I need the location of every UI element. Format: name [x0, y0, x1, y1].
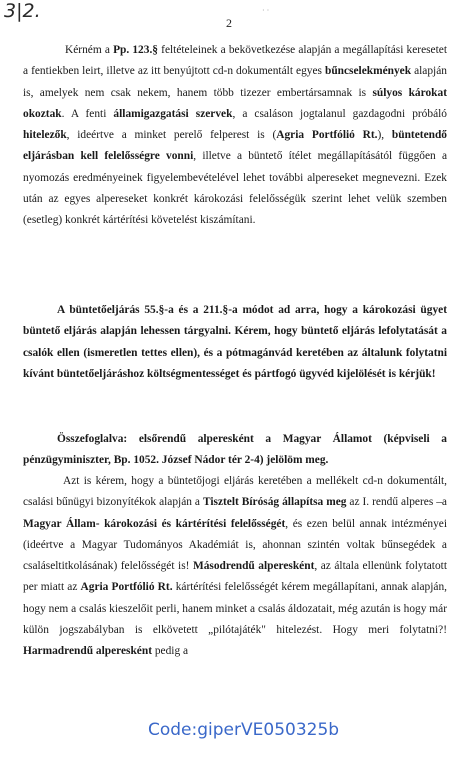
text-run: ), — [377, 129, 392, 142]
paragraph-buntetoeljaras — [23, 300, 447, 385]
text-run: Agria Portfólió Rt. — [276, 129, 378, 142]
text-run: A büntetőeljárás 55.§-a és a 211.§-a módot ad arra, hogy a károkozási ügyet büntető eljárás alapján lehessen tárgyalni. Kérem, hogy büntető eljárás lefolytatását a csalók ellen (ismeretlen tettes ellen), és a pótmagánvád keretében az általunk folytatni kívánt büntetőeljáráshoz költségmentességet és pártfogó ügyvéd kijelölését is kérjük! — [23, 304, 447, 380]
text-run: Tisztelt Bíróság állapítsa meg — [202, 496, 347, 509]
text-run: Másodrendű alperesként — [192, 560, 315, 573]
text-run: Összefoglalva: elsőrendű alperesként a Magyar Államot (képviseli a pénzügyminiszter, Bp. 1052. József Nádor tér 2-4) jelölöm meg. — [23, 433, 447, 467]
text-run: alapján is, amelyek nem csak nekem, hanem több tizezer embertársamnak is — [23, 65, 447, 99]
text-run: Azt is kérem, hogy a büntetőjogi eljárás keretében a mellékelt cd-n dokumentált, csalási bűnügyi bizonyítékok alapján a — [23, 475, 447, 509]
paragraph-osszefoglalva — [23, 429, 447, 472]
text-run: az I. rendű alperes –a — [346, 496, 447, 509]
text-run: , illetve a büntető ítélet megállapításától függően a nyomozás eredményeinek figyelembevételével lehet további alpereseket megnevezni. Ezek után az egyes alpereseket konkrét károkozási felelősségük szerint lehet velük szemben (esetleg) konkrét kártérítési követelést kiszámítani. — [23, 150, 448, 227]
handwritten-page-number: 3|2. — [4, 0, 41, 22]
text-run: Kérném a — [65, 44, 114, 56]
text-run: . A fenti — [61, 107, 114, 120]
text-run: Pp. 123.§ — [113, 44, 158, 56]
text-run: , az általa ellenünk folytatott per miatt az — [23, 560, 447, 594]
text-run: , a csaláson jogtalanul gazdagodni próbáló — [232, 107, 447, 120]
text-run: hitelezők — [23, 129, 67, 142]
page-number: 2 — [226, 16, 232, 30]
scan-smudge: · · — [262, 6, 270, 15]
text-run: büntetendő eljárásban kell felelősségre vonni — [23, 129, 447, 163]
text-run: pedig a — [152, 645, 189, 658]
document-code: Code:giperVE050325b — [148, 720, 340, 740]
text-run: Agria Portfólió Rt. — [80, 581, 173, 594]
text-run: Harmadrendű alperesként — [23, 645, 152, 658]
paragraph-azt-is-kerem — [23, 471, 447, 663]
text-run: bűncselekmények — [324, 65, 412, 78]
text-run: államigazgatási szervek — [113, 107, 233, 120]
paragraph-megallapitasi-kereset — [23, 40, 447, 232]
text-run: kártérítési felelősségét kérem megállapítani, annak alapján, hogy nem a csalás kieszelőit perli, hanem minket a csalás áldozatait, még azután is hogy már külön jogszabályban is elkövetett „pilótajáték" hitelezést. Hogy meri folytatni?! — [23, 581, 448, 637]
text-run: feltételeinek a bekövetkezése alapján a megállapítási keresetet a fentiekben leirt, illetve az itt benyújtott cd-n dokumentált egyes — [23, 44, 447, 78]
text-run: , és ezen belül annak intézményei (ideértve a Magyar Tudományos Akadémiát is, ahonnan szintén voltak bűnsegédek a csaláseltitkolásának) felelősségét is! — [23, 517, 448, 573]
text-run: súlyos károkat okoztak — [23, 86, 447, 120]
text-run: , ideértve a minket perelő felperest is ( — [66, 129, 277, 142]
text-run: Magyar Állam- károkozási és kártérítési felelősségét — [23, 517, 286, 530]
